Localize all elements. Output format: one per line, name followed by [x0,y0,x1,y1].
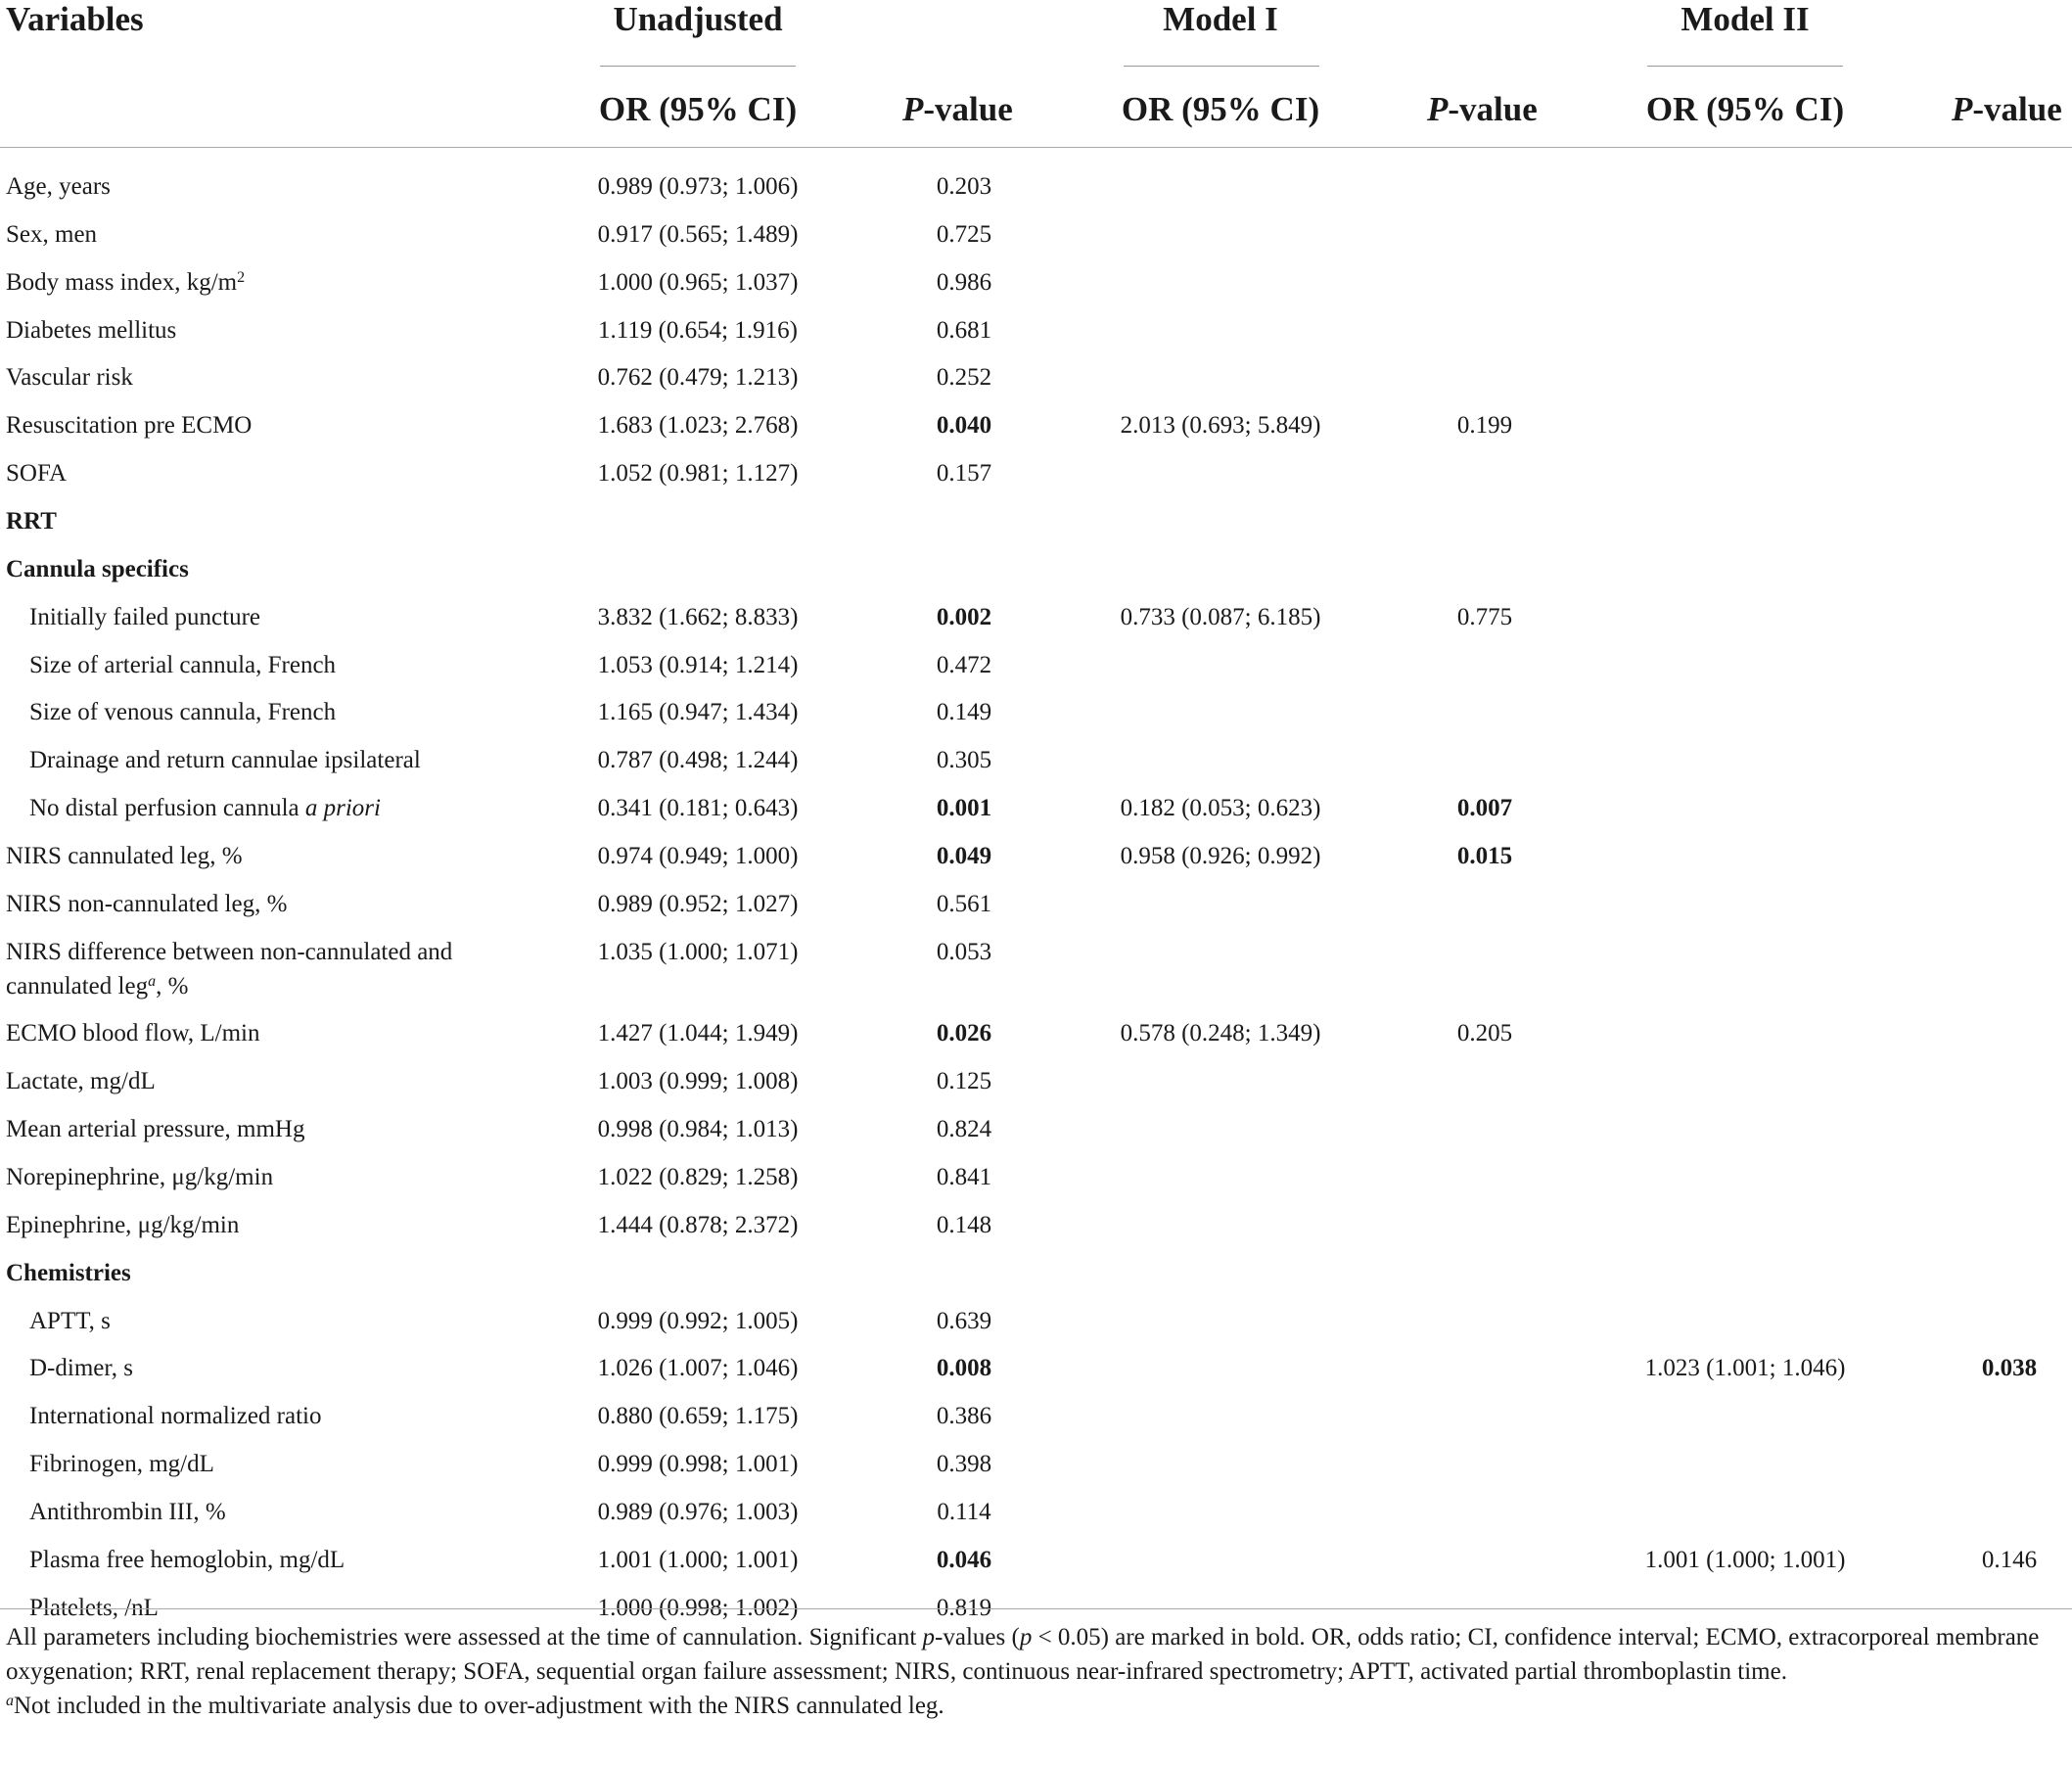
unadjusted-or-cell: 1.003 (0.999; 1.008) [597,1068,799,1095]
table-row [0,1202,2072,1249]
row-label: Diabetes mellitus [6,316,177,344]
unadjusted-or-cell: 0.880 (0.659; 1.175) [597,1403,799,1430]
model2-p-cell: 0.146 [1981,1546,2038,1573]
model2-or-cell: 1.023 (1.001; 1.046) [1644,1355,1846,1382]
table-row [0,163,2072,210]
unadjusted-or-cell: 0.341 (0.181; 0.643) [597,795,799,822]
unadjusted-or-cell: 0.999 (0.998; 1.001) [597,1451,799,1478]
table-row [0,498,2072,545]
unadjusted-p-cell: 0.053 [936,938,992,965]
row-label: Age, years [6,173,111,200]
row-label: Vascular risk [6,364,133,392]
unadjusted-or-cell: 0.762 (0.479; 1.213) [597,364,799,392]
table-row [0,881,2072,928]
row-label: Fibrinogen, mg/dL [29,1451,214,1478]
table-row [0,1058,2072,1105]
unadjusted-p-cell: 0.148 [936,1211,992,1238]
row-label: Drainage and return cannulae ipsilateral [29,747,421,774]
header-variables: Variables [6,0,144,38]
table-footnote-note: $^a$Not included in the multivariate analysis due to over-adjustment with the NIRS cannulated leg. [6,1693,944,1719]
row-label: NIRS cannulated leg, % [6,842,243,869]
header-p-model-1: P-value [1427,90,1538,128]
header-group-model-1: Model I [1163,0,1278,38]
model1-or-cell: 0.958 (0.926; 0.992) [1120,842,1321,869]
table-row [0,259,2072,306]
row-label: SOFA [6,460,68,488]
model1-p-cell: 0.205 [1456,1020,1513,1047]
unadjusted-p-cell: 0.203 [936,173,992,200]
row-label: Lactate, mg/dL [6,1068,156,1095]
model1-p-cell: 0.775 [1456,603,1513,630]
model2-p-cell: 0.038 [1981,1355,2038,1382]
section-heading: Cannula specifics [6,555,189,582]
model1-or-cell: 0.182 (0.053; 0.623) [1120,795,1321,822]
model1-p-cell: 0.007 [1456,795,1513,822]
unadjusted-p-cell: 0.001 [936,795,992,822]
unadjusted-or-cell: 1.427 (1.044; 1.949) [597,1020,799,1047]
unadjusted-or-cell: 0.999 (0.992; 1.005) [597,1307,799,1334]
table-row [0,737,2072,784]
unadjusted-p-cell: 0.639 [936,1307,992,1334]
unadjusted-or-cell: 1.026 (1.007; 1.046) [597,1355,799,1382]
header-group-unadjusted: Unadjusted [613,0,783,38]
row-label: Body mass index, $kg/m^2$ [6,268,246,296]
unadjusted-p-cell: 0.725 [936,220,992,248]
row-label: ECMO blood flow, L/min [6,1020,260,1047]
section-heading: RRT [6,507,57,534]
unadjusted-or-cell: 1.052 (0.981; 1.127) [597,460,799,488]
row-label: Size of arterial cannula, French [29,651,337,678]
table-row [0,1010,2072,1057]
row-label: Epinephrine, μg/kg/min [6,1211,240,1238]
row-label: Antithrombin III, % [29,1498,226,1525]
unadjusted-p-cell: 0.002 [936,603,992,630]
unadjusted-or-cell: 0.989 (0.976; 1.003) [597,1498,799,1525]
row-label: Sex, men [6,220,98,248]
table-row [0,1250,2072,1297]
unadjusted-or-cell: 1.119 (0.654; 1.916) [598,316,798,344]
table-row [0,833,2072,880]
table-row [0,594,2072,641]
table-row [0,211,2072,258]
unadjusted-p-cell: 0.398 [936,1451,992,1478]
unadjusted-or-cell: 3.832 (1.662; 8.833) [597,603,799,630]
model1-p-cell: 0.015 [1456,842,1513,869]
unadjusted-or-cell: 1.444 (0.878; 2.372) [597,1211,799,1238]
table-row [0,450,2072,497]
table-row [0,1345,2072,1392]
row-label: NIRS difference between non-cannulated and cannulated leg$^a$, % [6,938,453,999]
row-label: No distal perfusion cannula a priori [29,795,381,822]
unadjusted-p-cell: 0.986 [936,268,992,296]
row-label: Initially failed puncture [29,603,261,630]
table-row [0,1298,2072,1345]
unadjusted-or-cell: 1.000 (0.998; 1.002) [597,1594,799,1621]
table-row [0,1106,2072,1153]
unadjusted-p-cell: 0.049 [936,842,992,869]
table-row [0,354,2072,401]
table-row [0,1441,2072,1488]
table-bottom-rule [0,1608,2072,1609]
table-row [0,785,2072,832]
section-heading: Chemistries [6,1259,131,1286]
header-or-model-1: OR (95% CI) [1121,90,1320,128]
unadjusted-p-cell: 0.819 [936,1594,992,1621]
unadjusted-or-cell: 1.683 (1.023; 2.768) [597,412,799,440]
unadjusted-p-cell: 0.114 [937,1498,991,1525]
row-label: Size of venous cannula, French [29,699,337,726]
model2-or-cell: 1.001 (1.000; 1.001) [1644,1546,1846,1573]
unadjusted-or-cell: 1.035 (1.000; 1.071) [597,938,799,965]
unadjusted-p-cell: 0.026 [936,1020,992,1047]
unadjusted-p-cell: 0.008 [936,1355,992,1382]
unadjusted-p-cell: 0.252 [936,364,992,392]
unadjusted-p-cell: 0.386 [936,1403,992,1430]
unadjusted-p-cell: 0.305 [936,747,992,774]
header-bottom-rule [0,147,2072,148]
unadjusted-or-cell: 0.974 (0.949; 1.000) [597,842,799,869]
unadjusted-p-cell: 0.824 [936,1116,992,1143]
unadjusted-p-cell: 0.040 [936,412,992,440]
table-row [0,642,2072,689]
table-row [0,1489,2072,1536]
header-subrule-model-1 [1124,66,1319,67]
row-label: Platelets, /nL [29,1594,159,1621]
model1-or-cell: 0.733 (0.087; 6.185) [1120,603,1321,630]
header-p-model-2: P-value [1952,90,2062,128]
unadjusted-or-cell: 0.917 (0.565; 1.489) [597,220,799,248]
unadjusted-p-cell: 0.472 [936,651,992,678]
unadjusted-p-cell: 0.841 [936,1164,992,1190]
table-row [0,307,2072,354]
table-row [0,1393,2072,1440]
unadjusted-p-cell: 0.681 [936,316,992,344]
header-group-model-2: Model II [1681,0,1810,38]
row-label: Resuscitation pre ECMO [6,412,253,440]
unadjusted-or-cell: 0.998 (0.984; 1.013) [597,1116,799,1143]
table-footnote: All parameters including biochemistries were assessed at the time of cannulation. Significant p-values (p < 0.05) are marked in bold. OR, odds ratio; CI, confidence interval; ECMO, extracorporeal membrane oxygenation; RRT, renal replacement therapy; SOFA, sequential organ failure assessment; NIRS, continuous near-infrared spectrometry; APTT, activated partial thromboplastin time. [6,1624,2040,1685]
unadjusted-or-cell: 1.053 (0.914; 1.214) [597,651,799,678]
unadjusted-p-cell: 0.149 [936,699,992,726]
unadjusted-or-cell: 1.022 (0.829; 1.258) [597,1164,799,1190]
table-row [0,1537,2072,1584]
unadjusted-p-cell: 0.157 [936,460,992,488]
unadjusted-p-cell: 0.561 [936,890,992,917]
unadjusted-or-cell: 1.001 (1.000; 1.001) [597,1546,799,1573]
header-or-model-2: OR (95% CI) [1645,90,1845,128]
unadjusted-or-cell: 1.165 (0.947; 1.434) [597,699,799,726]
header-subrule-model-2 [1647,66,1843,67]
unadjusted-or-cell: 0.989 (0.973; 1.006) [597,173,799,200]
unadjusted-p-cell: 0.125 [936,1068,992,1095]
row-label: NIRS non-cannulated leg, % [6,890,288,917]
row-label: Mean arterial pressure, mmHg [6,1116,305,1143]
row-label: APTT, s [29,1307,111,1334]
unadjusted-or-cell: 0.989 (0.952; 1.027) [597,890,799,917]
header-or-unadjusted: OR (95% CI) [598,90,798,128]
row-label: D-dimer, s [29,1355,133,1382]
row-label: Norepinephrine, μg/kg/min [6,1164,274,1190]
table-row [0,402,2072,449]
table-row [0,1154,2072,1201]
header-subrule-unadjusted [600,66,796,67]
table-row [0,546,2072,593]
table-row [0,689,2072,736]
model1-p-cell: 0.199 [1456,412,1513,440]
model1-or-cell: 2.013 (0.693; 5.849) [1120,412,1321,440]
unadjusted-or-cell: 0.787 (0.498; 1.244) [597,747,799,774]
row-label: International normalized ratio [29,1403,322,1430]
unadjusted-p-cell: 0.046 [936,1546,992,1573]
table-row [0,929,2072,999]
unadjusted-or-cell: 1.000 (0.965; 1.037) [597,268,799,296]
model1-or-cell: 0.578 (0.248; 1.349) [1120,1020,1321,1047]
row-label: Plasma free hemoglobin, mg/dL [29,1546,345,1573]
header-p-unadjusted: P-value [902,90,1013,128]
